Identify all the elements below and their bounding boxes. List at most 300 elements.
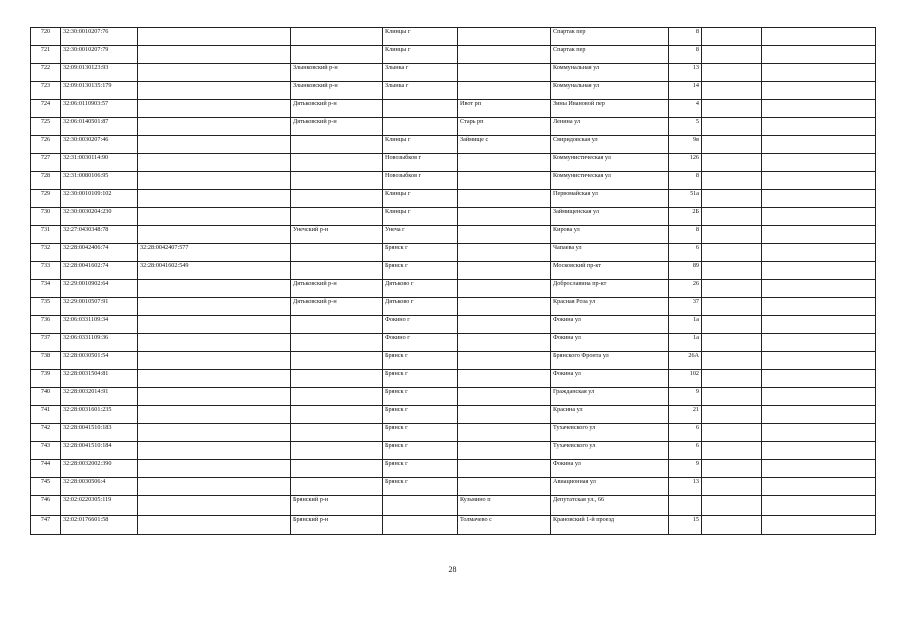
cell-cadastral-number-2 (138, 424, 291, 442)
cell-cadastral-number: 32:28:0041602:74 (61, 262, 138, 280)
cell-street: Красина ул (551, 406, 669, 424)
cell-row-number: 729 (31, 190, 61, 208)
cell-extra-1 (702, 154, 762, 172)
cell-cadastral-number-2 (138, 478, 291, 496)
cell-house-number: 26А (669, 352, 702, 370)
cell-cadastral-number: 32:28:0032002:390 (61, 460, 138, 478)
cell-settlement (458, 172, 551, 190)
cell-extra-1 (702, 136, 762, 154)
cell-cadastral-number: 32:06:0331109:36 (61, 334, 138, 352)
cell-house-number: 6 (669, 244, 702, 262)
cell-extra-1 (702, 424, 762, 442)
cell-house-number (669, 496, 702, 516)
cell-cadastral-number-2: 32:28:0042407:577 (138, 244, 291, 262)
cell-city: Брянск г (383, 460, 458, 478)
cell-cadastral-number-2: 32:28:0041602:549 (138, 262, 291, 280)
cell-house-number: 13 (669, 478, 702, 496)
cell-extra-1 (702, 406, 762, 424)
table-row (31, 388, 876, 406)
cell-extra-1 (702, 388, 762, 406)
cell-district (291, 262, 383, 280)
cell-cadastral-number-2 (138, 298, 291, 316)
cell-street: Первомайская ул (551, 190, 669, 208)
cell-extra-2 (762, 100, 876, 118)
cell-city: Клинцы г (383, 208, 458, 226)
cell-district: Дятьковский р-н (291, 100, 383, 118)
cell-district (291, 190, 383, 208)
cell-cadastral-number-2 (138, 442, 291, 460)
cell-cadastral-number-2 (138, 352, 291, 370)
cell-house-number: 26 (669, 280, 702, 298)
cell-cadastral-number: 32:28:0030501:54 (61, 352, 138, 370)
table-row (31, 172, 876, 190)
cell-cadastral-number: 32:30:0010109:102 (61, 190, 138, 208)
cell-settlement: Старь рп (458, 118, 551, 136)
cell-city: Клинцы г (383, 190, 458, 208)
cell-house-number: 89 (669, 262, 702, 280)
cell-settlement: Толмачево с (458, 516, 551, 535)
cell-city: Новозыбков г (383, 172, 458, 190)
cell-row-number: 728 (31, 172, 61, 190)
table-row (31, 46, 876, 64)
cell-cadastral-number: 32:09:0130135:179 (61, 82, 138, 100)
cell-extra-2 (762, 298, 876, 316)
cell-house-number: 14 (669, 82, 702, 100)
cell-house-number: 21 (669, 406, 702, 424)
cell-house-number: 13 (669, 64, 702, 82)
cell-settlement (458, 316, 551, 334)
cell-row-number: 736 (31, 316, 61, 334)
cell-house-number: 6 (669, 442, 702, 460)
cell-extra-1 (702, 298, 762, 316)
cell-cadastral-number-2 (138, 46, 291, 64)
cell-row-number: 730 (31, 208, 61, 226)
cell-street: Доброславина пр-кт (551, 280, 669, 298)
cell-cadastral-number: 32:30:0030204:230 (61, 208, 138, 226)
cell-row-number: 737 (31, 334, 61, 352)
cell-city: Фокино г (383, 334, 458, 352)
cell-settlement: Займище с (458, 136, 551, 154)
cell-settlement (458, 442, 551, 460)
cell-extra-2 (762, 334, 876, 352)
cell-street: Фокина ул (551, 316, 669, 334)
cell-extra-1 (702, 352, 762, 370)
table-row (31, 478, 876, 496)
cell-extra-2 (762, 442, 876, 460)
cell-cadastral-number: 32:06:0110903:57 (61, 100, 138, 118)
cell-extra-1 (702, 460, 762, 478)
cell-extra-2 (762, 28, 876, 46)
cell-street: Авиационная ул (551, 478, 669, 496)
register-table-wrapper (30, 27, 875, 546)
cell-district (291, 424, 383, 442)
cell-extra-2 (762, 370, 876, 388)
cell-street: Спартак пер (551, 46, 669, 64)
cell-extra-2 (762, 406, 876, 424)
cell-extra-1 (702, 82, 762, 100)
cell-cadastral-number: 32:02:0176601:58 (61, 516, 138, 535)
cell-street: Крановский 1-й проезд (551, 516, 669, 535)
cell-row-number: 747 (31, 516, 61, 535)
cell-city: Брянск г (383, 262, 458, 280)
table-row (31, 244, 876, 262)
cell-district (291, 388, 383, 406)
cell-street: Фокина ул (551, 370, 669, 388)
cell-cadastral-number-2 (138, 280, 291, 298)
cell-cadastral-number-2 (138, 334, 291, 352)
cell-street: Ленина ул (551, 118, 669, 136)
cell-city: Новозыбков г (383, 154, 458, 172)
cell-street: Московский пр-кт (551, 262, 669, 280)
cell-row-number: 738 (31, 352, 61, 370)
cell-extra-2 (762, 496, 876, 516)
cell-house-number: 9 (669, 460, 702, 478)
cell-extra-2 (762, 244, 876, 262)
cell-settlement (458, 406, 551, 424)
cell-row-number: 732 (31, 244, 61, 262)
cell-row-number: 743 (31, 442, 61, 460)
cell-street: Займищенская ул (551, 208, 669, 226)
table-row (31, 190, 876, 208)
table-row (31, 262, 876, 280)
cell-extra-2 (762, 460, 876, 478)
cell-house-number: 2Б (669, 208, 702, 226)
cell-city: Фокино г (383, 316, 458, 334)
cell-settlement (458, 226, 551, 244)
cell-city: Брянск г (383, 388, 458, 406)
cell-settlement (458, 388, 551, 406)
cell-cadastral-number-2 (138, 406, 291, 424)
cell-street: Коммунальная ул (551, 64, 669, 82)
cell-extra-2 (762, 388, 876, 406)
table-row (31, 424, 876, 442)
cell-city (383, 118, 458, 136)
cell-cadastral-number-2 (138, 136, 291, 154)
cell-house-number: 6 (669, 424, 702, 442)
cell-settlement (458, 64, 551, 82)
cell-cadastral-number-2 (138, 460, 291, 478)
cell-district: Злынковский р-н (291, 64, 383, 82)
cell-settlement (458, 298, 551, 316)
cell-cadastral-number-2 (138, 496, 291, 516)
cell-district (291, 154, 383, 172)
cell-cadastral-number: 32:28:0032014:91 (61, 388, 138, 406)
cell-cadastral-number-2 (138, 100, 291, 118)
cell-extra-1 (702, 46, 762, 64)
cell-extra-1 (702, 442, 762, 460)
cell-row-number: 746 (31, 496, 61, 516)
table-row (31, 496, 876, 516)
cell-cadastral-number: 32:09:0130123:93 (61, 64, 138, 82)
cell-extra-1 (702, 516, 762, 535)
table-row (31, 136, 876, 154)
cell-district (291, 406, 383, 424)
cell-city: Дятьково г (383, 280, 458, 298)
cell-row-number: 734 (31, 280, 61, 298)
table-row (31, 280, 876, 298)
cell-cadastral-number-2 (138, 388, 291, 406)
cell-settlement (458, 352, 551, 370)
cell-district: Дятьковский р-н (291, 298, 383, 316)
cell-cadastral-number: 32:06:0331109:34 (61, 316, 138, 334)
cell-street: Гражданская ул (551, 388, 669, 406)
cell-cadastral-number-2 (138, 64, 291, 82)
table-row (31, 208, 876, 226)
table-row (31, 64, 876, 82)
cell-cadastral-number: 32:28:0030506:4 (61, 478, 138, 496)
table-row (31, 316, 876, 334)
cell-district (291, 28, 383, 46)
table-row (31, 516, 876, 535)
cell-street: Коммунистическая ул (551, 154, 669, 172)
cell-row-number: 722 (31, 64, 61, 82)
cell-district: Унечский р-н (291, 226, 383, 244)
cell-cadastral-number: 32:02:0220305:119 (61, 496, 138, 516)
cell-house-number: 5 (669, 118, 702, 136)
cell-settlement: Ивот рп (458, 100, 551, 118)
cell-district (291, 244, 383, 262)
cell-settlement: Кузьмино п (458, 496, 551, 516)
cell-extra-2 (762, 190, 876, 208)
cell-district: Дятьковский р-н (291, 280, 383, 298)
cell-extra-2 (762, 478, 876, 496)
cell-street: Коммунальная ул (551, 82, 669, 100)
cell-city: Злынка г (383, 64, 458, 82)
cell-district (291, 352, 383, 370)
cell-house-number: 15 (669, 516, 702, 535)
cell-city (383, 496, 458, 516)
cell-street: Тухачевского ул (551, 424, 669, 442)
cell-district (291, 442, 383, 460)
cell-house-number: 4 (669, 100, 702, 118)
cell-city: Брянск г (383, 478, 458, 496)
cell-extra-1 (702, 100, 762, 118)
cell-cadastral-number-2 (138, 190, 291, 208)
cell-cadastral-number-2 (138, 370, 291, 388)
cell-extra-1 (702, 370, 762, 388)
cell-extra-1 (702, 316, 762, 334)
cell-row-number: 724 (31, 100, 61, 118)
cell-extra-2 (762, 154, 876, 172)
register-table-body (31, 28, 876, 535)
cell-extra-2 (762, 226, 876, 244)
cell-row-number: 725 (31, 118, 61, 136)
table-row (31, 298, 876, 316)
table-row (31, 118, 876, 136)
cell-settlement (458, 154, 551, 172)
cell-house-number: 126 (669, 154, 702, 172)
cell-extra-1 (702, 262, 762, 280)
cell-street: Свиридовская ул (551, 136, 669, 154)
cell-city: Брянск г (383, 352, 458, 370)
cell-city: Брянск г (383, 442, 458, 460)
cell-row-number: 741 (31, 406, 61, 424)
cell-district (291, 316, 383, 334)
cell-extra-2 (762, 316, 876, 334)
cell-extra-1 (702, 244, 762, 262)
cell-extra-2 (762, 118, 876, 136)
cell-house-number: 9 (669, 388, 702, 406)
cell-house-number: 51а (669, 190, 702, 208)
cell-district (291, 46, 383, 64)
table-row (31, 460, 876, 478)
table-row (31, 28, 876, 46)
table-row (31, 352, 876, 370)
cell-settlement (458, 280, 551, 298)
cell-street: Фокина ул (551, 460, 669, 478)
cell-city: Брянск г (383, 424, 458, 442)
cell-row-number: 720 (31, 28, 61, 46)
cell-cadastral-number-2 (138, 316, 291, 334)
cell-district: Брянский р-н (291, 496, 383, 516)
cell-city: Дятьково г (383, 298, 458, 316)
cell-settlement (458, 262, 551, 280)
table-row (31, 226, 876, 244)
cell-cadastral-number: 32:29:0010902:64 (61, 280, 138, 298)
cell-district (291, 136, 383, 154)
cell-extra-2 (762, 262, 876, 280)
cell-city: Злынка г (383, 82, 458, 100)
cell-settlement (458, 190, 551, 208)
cell-district: Злынковский р-н (291, 82, 383, 100)
cell-cadastral-number: 32:30:0010207:76 (61, 28, 138, 46)
cell-cadastral-number-2 (138, 516, 291, 535)
cell-extra-1 (702, 208, 762, 226)
cell-street: Тухачевского ул (551, 442, 669, 460)
cell-house-number: 1а (669, 316, 702, 334)
cell-street: Коммунистическая ул (551, 172, 669, 190)
cell-city: Клинцы г (383, 136, 458, 154)
cell-settlement (458, 82, 551, 100)
cell-cadastral-number: 32:28:0041510:183 (61, 424, 138, 442)
cell-row-number: 723 (31, 82, 61, 100)
cell-settlement (458, 334, 551, 352)
cell-city: Клинцы г (383, 46, 458, 64)
cell-street: Чапаева ул (551, 244, 669, 262)
cell-street: Спартак пер (551, 28, 669, 46)
cell-extra-1 (702, 226, 762, 244)
cell-row-number: 735 (31, 298, 61, 316)
cell-district (291, 478, 383, 496)
cell-cadastral-number: 32:28:0031601:235 (61, 406, 138, 424)
table-row (31, 100, 876, 118)
cell-row-number: 745 (31, 478, 61, 496)
cell-extra-2 (762, 208, 876, 226)
table-row (31, 406, 876, 424)
cell-street: Брянского Фронта ул (551, 352, 669, 370)
cell-row-number: 721 (31, 46, 61, 64)
cell-row-number: 733 (31, 262, 61, 280)
cell-settlement (458, 46, 551, 64)
table-row (31, 442, 876, 460)
cell-cadastral-number-2 (138, 208, 291, 226)
cell-cadastral-number: 32:29:0010507:91 (61, 298, 138, 316)
cell-settlement (458, 478, 551, 496)
cell-settlement (458, 244, 551, 262)
cell-house-number: 8 (669, 28, 702, 46)
cell-cadastral-number: 32:30:0030207:46 (61, 136, 138, 154)
cell-district: Брянский р-н (291, 516, 383, 535)
table-row (31, 154, 876, 172)
cell-extra-2 (762, 172, 876, 190)
cell-row-number: 727 (31, 154, 61, 172)
cell-city: Клинцы г (383, 28, 458, 46)
cell-street: Кирова ул (551, 226, 669, 244)
cell-cadastral-number: 32:31:0080106:95 (61, 172, 138, 190)
cell-row-number: 739 (31, 370, 61, 388)
cell-cadastral-number: 32:30:0010207:79 (61, 46, 138, 64)
cell-extra-1 (702, 478, 762, 496)
cell-city: Брянск г (383, 406, 458, 424)
cell-cadastral-number-2 (138, 172, 291, 190)
cell-extra-1 (702, 118, 762, 136)
cell-city: Брянск г (383, 370, 458, 388)
cell-house-number: 8 (669, 46, 702, 64)
cell-extra-2 (762, 280, 876, 298)
cell-extra-1 (702, 28, 762, 46)
table-row (31, 82, 876, 100)
cell-extra-1 (702, 172, 762, 190)
cell-extra-2 (762, 136, 876, 154)
cell-street: Фокина ул (551, 334, 669, 352)
cell-cadastral-number: 32:06:0140501:87 (61, 118, 138, 136)
cell-house-number: 37 (669, 298, 702, 316)
cell-city (383, 516, 458, 535)
cell-district (291, 460, 383, 478)
cell-extra-1 (702, 190, 762, 208)
cell-extra-2 (762, 516, 876, 535)
page-number: 28 (448, 565, 457, 574)
cell-cadastral-number: 32:28:0042406:74 (61, 244, 138, 262)
cell-settlement (458, 370, 551, 388)
cell-settlement (458, 208, 551, 226)
cell-extra-2 (762, 64, 876, 82)
cell-house-number: 1а (669, 334, 702, 352)
cell-cadastral-number-2 (138, 226, 291, 244)
register-table (30, 27, 876, 535)
cell-district (291, 172, 383, 190)
cell-row-number: 726 (31, 136, 61, 154)
cell-cadastral-number: 32:28:0031504:81 (61, 370, 138, 388)
cell-cadastral-number-2 (138, 118, 291, 136)
cell-cadastral-number-2 (138, 154, 291, 172)
cell-row-number: 744 (31, 460, 61, 478)
cell-city: Брянск г (383, 244, 458, 262)
cell-city (383, 100, 458, 118)
cell-cadastral-number-2 (138, 82, 291, 100)
cell-house-number: 102 (669, 370, 702, 388)
cell-settlement (458, 28, 551, 46)
cell-street: Красная Роза ул (551, 298, 669, 316)
cell-street: Зины Ивановой пер (551, 100, 669, 118)
cell-row-number: 742 (31, 424, 61, 442)
cell-cadastral-number: 32:28:0041510:184 (61, 442, 138, 460)
cell-settlement (458, 424, 551, 442)
cell-district (291, 370, 383, 388)
cell-district (291, 208, 383, 226)
cell-district (291, 334, 383, 352)
cell-city: Унеча г (383, 226, 458, 244)
cell-cadastral-number: 32:27:0430348:78 (61, 226, 138, 244)
table-row (31, 370, 876, 388)
cell-house-number: 8 (669, 172, 702, 190)
cell-row-number: 740 (31, 388, 61, 406)
cell-extra-1 (702, 64, 762, 82)
table-row (31, 334, 876, 352)
cell-extra-1 (702, 280, 762, 298)
cell-extra-2 (762, 352, 876, 370)
cell-settlement (458, 460, 551, 478)
